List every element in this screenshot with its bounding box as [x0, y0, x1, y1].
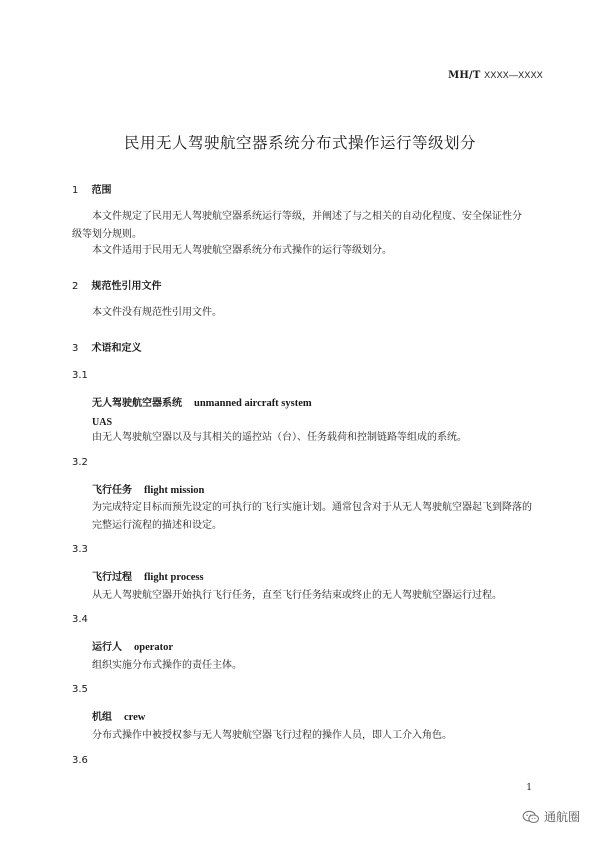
section-heading-terms [72, 339, 141, 354]
standard-code: XXXX—XXXX [484, 70, 543, 80]
document-title: 民用无人驾驶航空器系统分布式操作运行等级划分 [123, 134, 476, 152]
standard-number [448, 70, 543, 81]
term-number: 3.5 [72, 684, 88, 695]
references-paragraph: 本文件没有规范性引用文件。 [92, 307, 222, 318]
section-number: 3 [72, 343, 79, 354]
scope-paragraph-2: 本文件适用于民用无人驾驶航空器系统分布式操作的运行等级划分。 [92, 245, 392, 256]
term-chinese: 飞行过程 [92, 572, 132, 583]
term-heading [92, 394, 312, 409]
term-heading [92, 638, 173, 653]
term-definition: 从无人驾驶航空器开始执行飞行任务，直至飞行任务结束或终止的无人驾驶航空器运行过程。 [92, 590, 502, 601]
term-number: 3.1 [72, 370, 88, 381]
term-heading [92, 481, 204, 496]
section-heading-normative-references [72, 277, 161, 292]
term-chinese: 无人驾驶航空器系统 [92, 398, 182, 409]
watermark [522, 808, 580, 825]
term-number: 3.3 [72, 544, 88, 555]
term-definition: 由无人驾驶航空器以及与其相关的遥控站（台）、任务载荷和控制链路等组成的系统。 [92, 432, 467, 443]
term-english: operator [134, 642, 174, 653]
term-chinese: 运行人 [92, 642, 122, 653]
section-title: 规范性引用文件 [91, 281, 162, 292]
page-number: 1 [526, 783, 532, 793]
section-number: 2 [72, 281, 79, 292]
wechat-icon [522, 810, 540, 824]
section-number: 1 [72, 185, 79, 196]
term-number: 3.6 [72, 755, 88, 766]
scope-paragraph-1: 本文件规定了民用无人驾驶航空器系统运行等级，并阐述了与之相关的自动化程度、安全保证性分级等划分规则。 [72, 211, 522, 240]
term-heading [92, 708, 145, 723]
section-heading-scope [72, 181, 111, 196]
term-number: 3.4 [72, 614, 88, 625]
term-chinese: 机组 [92, 712, 112, 723]
watermark-text: 通航圈 [543, 810, 580, 824]
term-abbreviation: UAS [92, 417, 113, 428]
term-definition: 为完成特定目标而预先设定的可执行的飞行实施计划。通常包含对于从无人驾驶航空器起飞到降落的完整运行流程的描述和设定。 [92, 502, 532, 531]
term-definition: 组织实施分布式操作的责任主体。 [92, 660, 242, 671]
term-definition: 分布式操作中被授权参与无人驾驶航空器飞行过程的操作人员，即人工介入角色。 [92, 730, 452, 741]
section-title: 范围 [91, 185, 112, 196]
term-english: crew [124, 712, 146, 723]
term-chinese: 飞行任务 [92, 485, 132, 496]
term-heading [92, 568, 204, 583]
term-english: flight mission [144, 485, 205, 496]
section-title: 术语和定义 [91, 343, 142, 354]
term-english: flight process [144, 572, 204, 583]
term-english: unmanned aircraft system [194, 398, 312, 409]
standard-prefix: MH/T [448, 70, 481, 81]
term-number: 3.2 [72, 457, 88, 468]
